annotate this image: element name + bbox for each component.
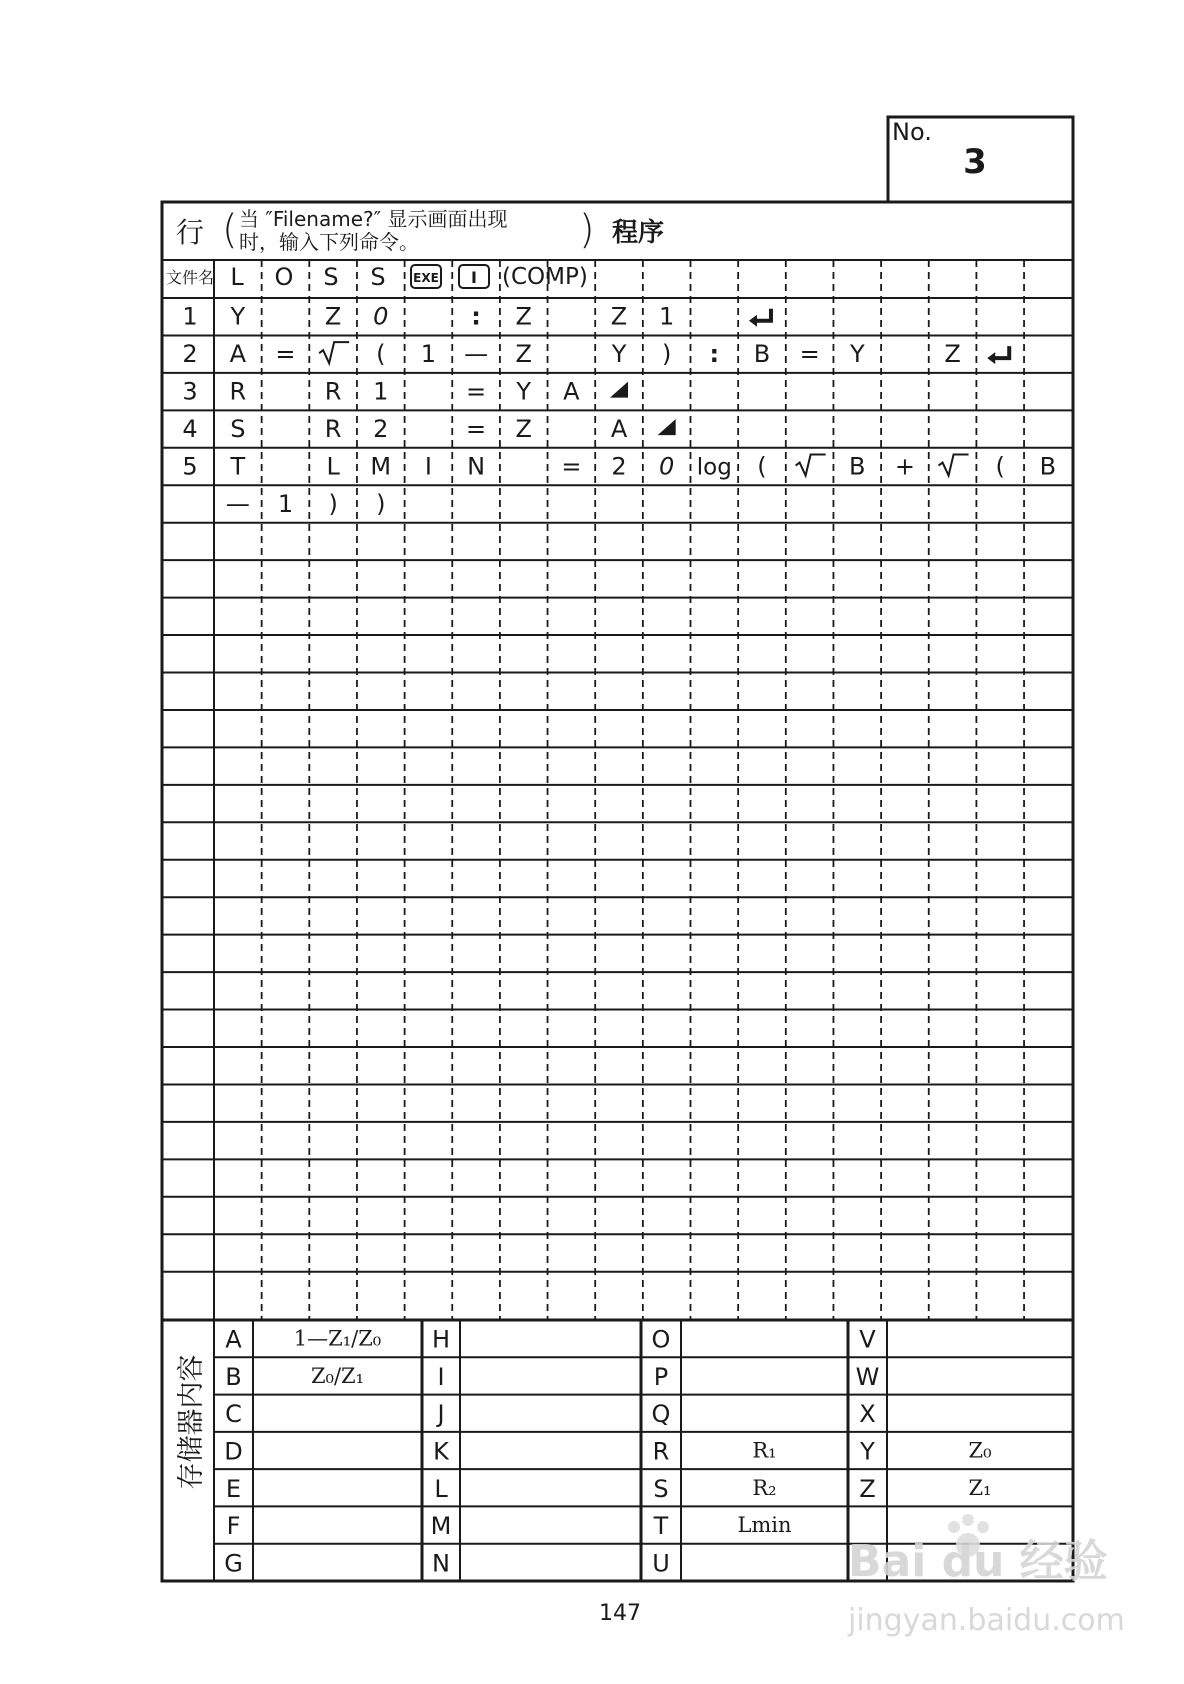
- program-token: I: [424, 452, 432, 481]
- program-token: =: [561, 452, 582, 481]
- program-token: Y: [849, 340, 865, 369]
- instruction-line-1: 当 ″Filename?″ 显示画面出现: [239, 207, 508, 231]
- filename-key-3: S: [323, 263, 339, 291]
- page-number: 147: [599, 1601, 641, 1626]
- program-token: Z: [944, 340, 961, 369]
- sheet-grid-lines: [162, 117, 1073, 1581]
- program-token: 0: [659, 452, 675, 481]
- exe-key-icon: [411, 265, 441, 288]
- program-token: :: [709, 340, 720, 369]
- sheet-number-box: [892, 118, 987, 182]
- mode-key-label: I: [471, 268, 477, 287]
- register-content: R₂: [752, 1475, 777, 1500]
- program-token: +: [894, 452, 915, 481]
- register-letter: I: [437, 1362, 445, 1391]
- register-letter: S: [653, 1474, 669, 1503]
- register-letter: A: [225, 1325, 242, 1354]
- line-number: 5: [182, 452, 198, 481]
- register-letter: F: [226, 1512, 241, 1541]
- program-token: (: [995, 452, 1005, 481]
- display-result-icon: [658, 419, 676, 435]
- sqrt-icon: [319, 342, 349, 363]
- program-token: (: [757, 452, 767, 481]
- program-token: B: [1039, 452, 1057, 481]
- program-token: 1: [420, 340, 437, 369]
- program-token: R: [324, 415, 342, 444]
- instruction-line-2: 时，输入下列命令。: [239, 230, 419, 254]
- register-letter: T: [653, 1512, 669, 1541]
- register-letter: O: [651, 1325, 671, 1354]
- program-token: N: [467, 452, 486, 481]
- program-token: L: [326, 452, 340, 481]
- filename-key-1: L: [230, 263, 244, 291]
- program-token: =: [275, 340, 296, 369]
- row-column-label: 行: [175, 216, 205, 249]
- program-token: R: [324, 377, 342, 406]
- sqrt-icon: [939, 455, 969, 476]
- program-token: Z: [324, 302, 342, 331]
- program-line: [226, 490, 386, 518]
- register-letter: R: [652, 1437, 670, 1466]
- sheet-number: 3: [963, 142, 987, 182]
- program-token: Y: [230, 302, 246, 331]
- program-token: =: [799, 340, 820, 369]
- program-token: =: [466, 415, 487, 444]
- register-letter: J: [437, 1400, 445, 1429]
- register-content: Z₀/Z₁: [310, 1363, 365, 1388]
- program-token: —: [225, 489, 250, 518]
- program-token: 2: [373, 415, 389, 444]
- register-letter: Z: [859, 1474, 876, 1503]
- program-token: Y: [611, 340, 627, 369]
- program-token: ): [328, 489, 338, 518]
- program-token: 2: [611, 452, 627, 481]
- filename-label: 文件名: [165, 268, 215, 287]
- program-token: Z: [515, 415, 532, 444]
- program-token: :: [471, 302, 481, 331]
- line-number: 1: [182, 302, 198, 331]
- mode-key-icon: [459, 265, 489, 288]
- program-token: B: [849, 452, 866, 481]
- program-token: —: [464, 340, 489, 369]
- register-letter: V: [859, 1325, 876, 1354]
- program-token: 1: [277, 489, 294, 518]
- register-letter: H: [431, 1325, 451, 1354]
- paren-close: ): [579, 207, 595, 253]
- sheet-header: [176, 207, 664, 254]
- register-letter: Q: [651, 1400, 671, 1429]
- program-token: ): [661, 340, 672, 369]
- program-token: R: [229, 377, 247, 406]
- program-token: Z: [610, 302, 628, 331]
- program-token: A: [229, 340, 247, 369]
- program-token: A: [563, 377, 580, 406]
- baidu-watermark: [847, 1514, 1125, 1638]
- watermark-brand: Bai du 经验: [848, 1536, 1108, 1587]
- program-token: 0: [373, 302, 389, 331]
- filename-key-2: O: [274, 263, 294, 291]
- register-letter: P: [653, 1362, 669, 1391]
- program-line: [182, 415, 675, 443]
- program-token: 1: [373, 377, 389, 406]
- register-letter: L: [434, 1474, 448, 1503]
- register-content: R₁: [752, 1438, 777, 1463]
- register-letter: W: [855, 1362, 880, 1391]
- line-number: 4: [182, 415, 198, 444]
- program-token: =: [466, 377, 487, 406]
- register-letter: X: [859, 1400, 876, 1429]
- program-title: 程序: [612, 218, 665, 248]
- register-letter: K: [433, 1437, 449, 1466]
- register-content: Lmin: [737, 1513, 792, 1538]
- register-letter: C: [225, 1400, 242, 1429]
- paren-open: (: [222, 207, 238, 253]
- register-letter: B: [225, 1362, 242, 1391]
- register-letter: M: [430, 1512, 452, 1541]
- program-token: log: [696, 454, 732, 481]
- sqrt-icon: [796, 455, 826, 476]
- line-number: 3: [182, 377, 198, 406]
- program-token: (: [376, 340, 386, 369]
- program-token: ): [376, 489, 386, 518]
- program-token: A: [610, 415, 628, 444]
- register-letter: G: [224, 1549, 243, 1578]
- register-content: 1—Z₁/Z₀: [293, 1326, 382, 1351]
- program-token: Y: [516, 377, 532, 406]
- register-letter: E: [225, 1474, 242, 1503]
- program-token: T: [230, 452, 246, 481]
- display-result-icon: [610, 382, 628, 398]
- program-token: Z: [515, 302, 532, 331]
- program-line: [182, 453, 1056, 481]
- mode-text: (COMP): [502, 264, 588, 290]
- program-token: S: [230, 415, 246, 444]
- program-token: 1: [659, 302, 675, 331]
- register-content: Z₀: [968, 1438, 992, 1463]
- register-letter: D: [224, 1437, 243, 1466]
- filename-key-4: S: [370, 263, 386, 291]
- exe-key-label: EXE: [413, 271, 439, 285]
- register-letter: U: [652, 1549, 670, 1578]
- watermark-url: jingyan.baidu.com: [848, 1603, 1125, 1638]
- register-content: Z₁: [968, 1475, 992, 1500]
- register-letter: N: [432, 1549, 450, 1578]
- program-token: M: [370, 452, 392, 481]
- program-token: Z: [515, 340, 532, 369]
- program-token: B: [753, 340, 771, 369]
- no-label: No.: [892, 118, 932, 146]
- program-line: [182, 303, 771, 331]
- filename-row: [166, 263, 588, 291]
- memory-label: 存储器内容: [176, 1354, 207, 1490]
- line-number: 2: [182, 340, 198, 369]
- register-letter: Y: [860, 1437, 875, 1466]
